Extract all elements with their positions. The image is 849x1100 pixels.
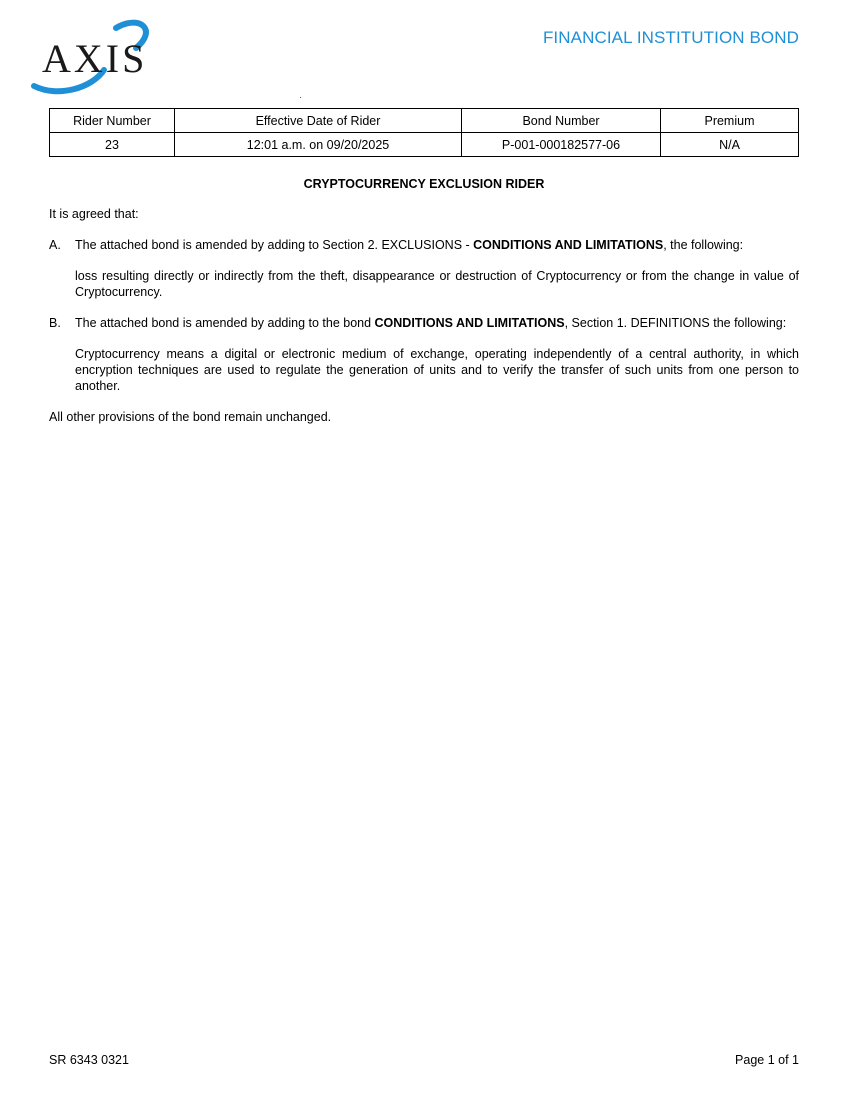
- clause-marker: B.: [49, 316, 61, 330]
- table-row: [50, 133, 799, 157]
- effective-date-cell: 12:01 a.m. on 09/20/2025: [175, 133, 462, 157]
- clause-marker: A.: [49, 238, 61, 252]
- stray-mark: [300, 97, 301, 98]
- clause-b-definition: Cryptocurrency means a digital or electronic medium of exchange, operating independently of a central authority, in which encryption techniques are used to regulate the generation of units and to verify the transfer of such units from one person to another.: [75, 347, 799, 393]
- clause-text: , the following:: [663, 238, 744, 252]
- form-number: SR 6343 0321: [49, 1053, 129, 1067]
- clause-text: The attached bond is amended by adding to Section 2. EXCLUSIONS -: [75, 238, 474, 252]
- clause-text: The attached bond is amended by adding to the bond: [75, 316, 375, 330]
- clause-b: [49, 315, 799, 331]
- clause-text: , Section 1. DEFINITIONS the following:: [564, 316, 787, 330]
- clause-a-detail: loss resulting directly or indirectly from the theft, disappearance or destruction of Cryptocurrency or from the change in value of Cryptocurrency.: [75, 269, 799, 299]
- column-header: Effective Date of Rider: [175, 109, 462, 133]
- rider-body: [49, 176, 799, 440]
- rider-title: CRYPTOCURRENCY EXCLUSION RIDER: [303, 177, 545, 191]
- page-number: Page 1 of 1: [735, 1053, 799, 1067]
- closing-paragraph: All other provisions of the bond remain unchanged.: [49, 410, 332, 424]
- clause-a: [49, 237, 799, 253]
- rider-info-table: [49, 108, 799, 157]
- document-type-title: FINANCIAL INSTITUTION BOND: [542, 28, 799, 47]
- column-header: Premium: [661, 109, 799, 133]
- table-header-row: [50, 109, 799, 133]
- clause-emphasis: CONDITIONS AND LIMITATIONS: [374, 316, 565, 330]
- clause-emphasis: CONDITIONS AND LIMITATIONS: [473, 238, 664, 252]
- intro-paragraph: It is agreed that:: [49, 207, 139, 221]
- column-header: Rider Number: [50, 109, 175, 133]
- logo-wordmark: AXIS: [42, 36, 148, 81]
- axis-logo: [28, 18, 150, 96]
- premium-cell: N/A: [661, 133, 799, 157]
- rider-number-cell: 23: [50, 133, 175, 157]
- bond-number-cell: P-001-000182577-06: [462, 133, 661, 157]
- column-header: Bond Number: [462, 109, 661, 133]
